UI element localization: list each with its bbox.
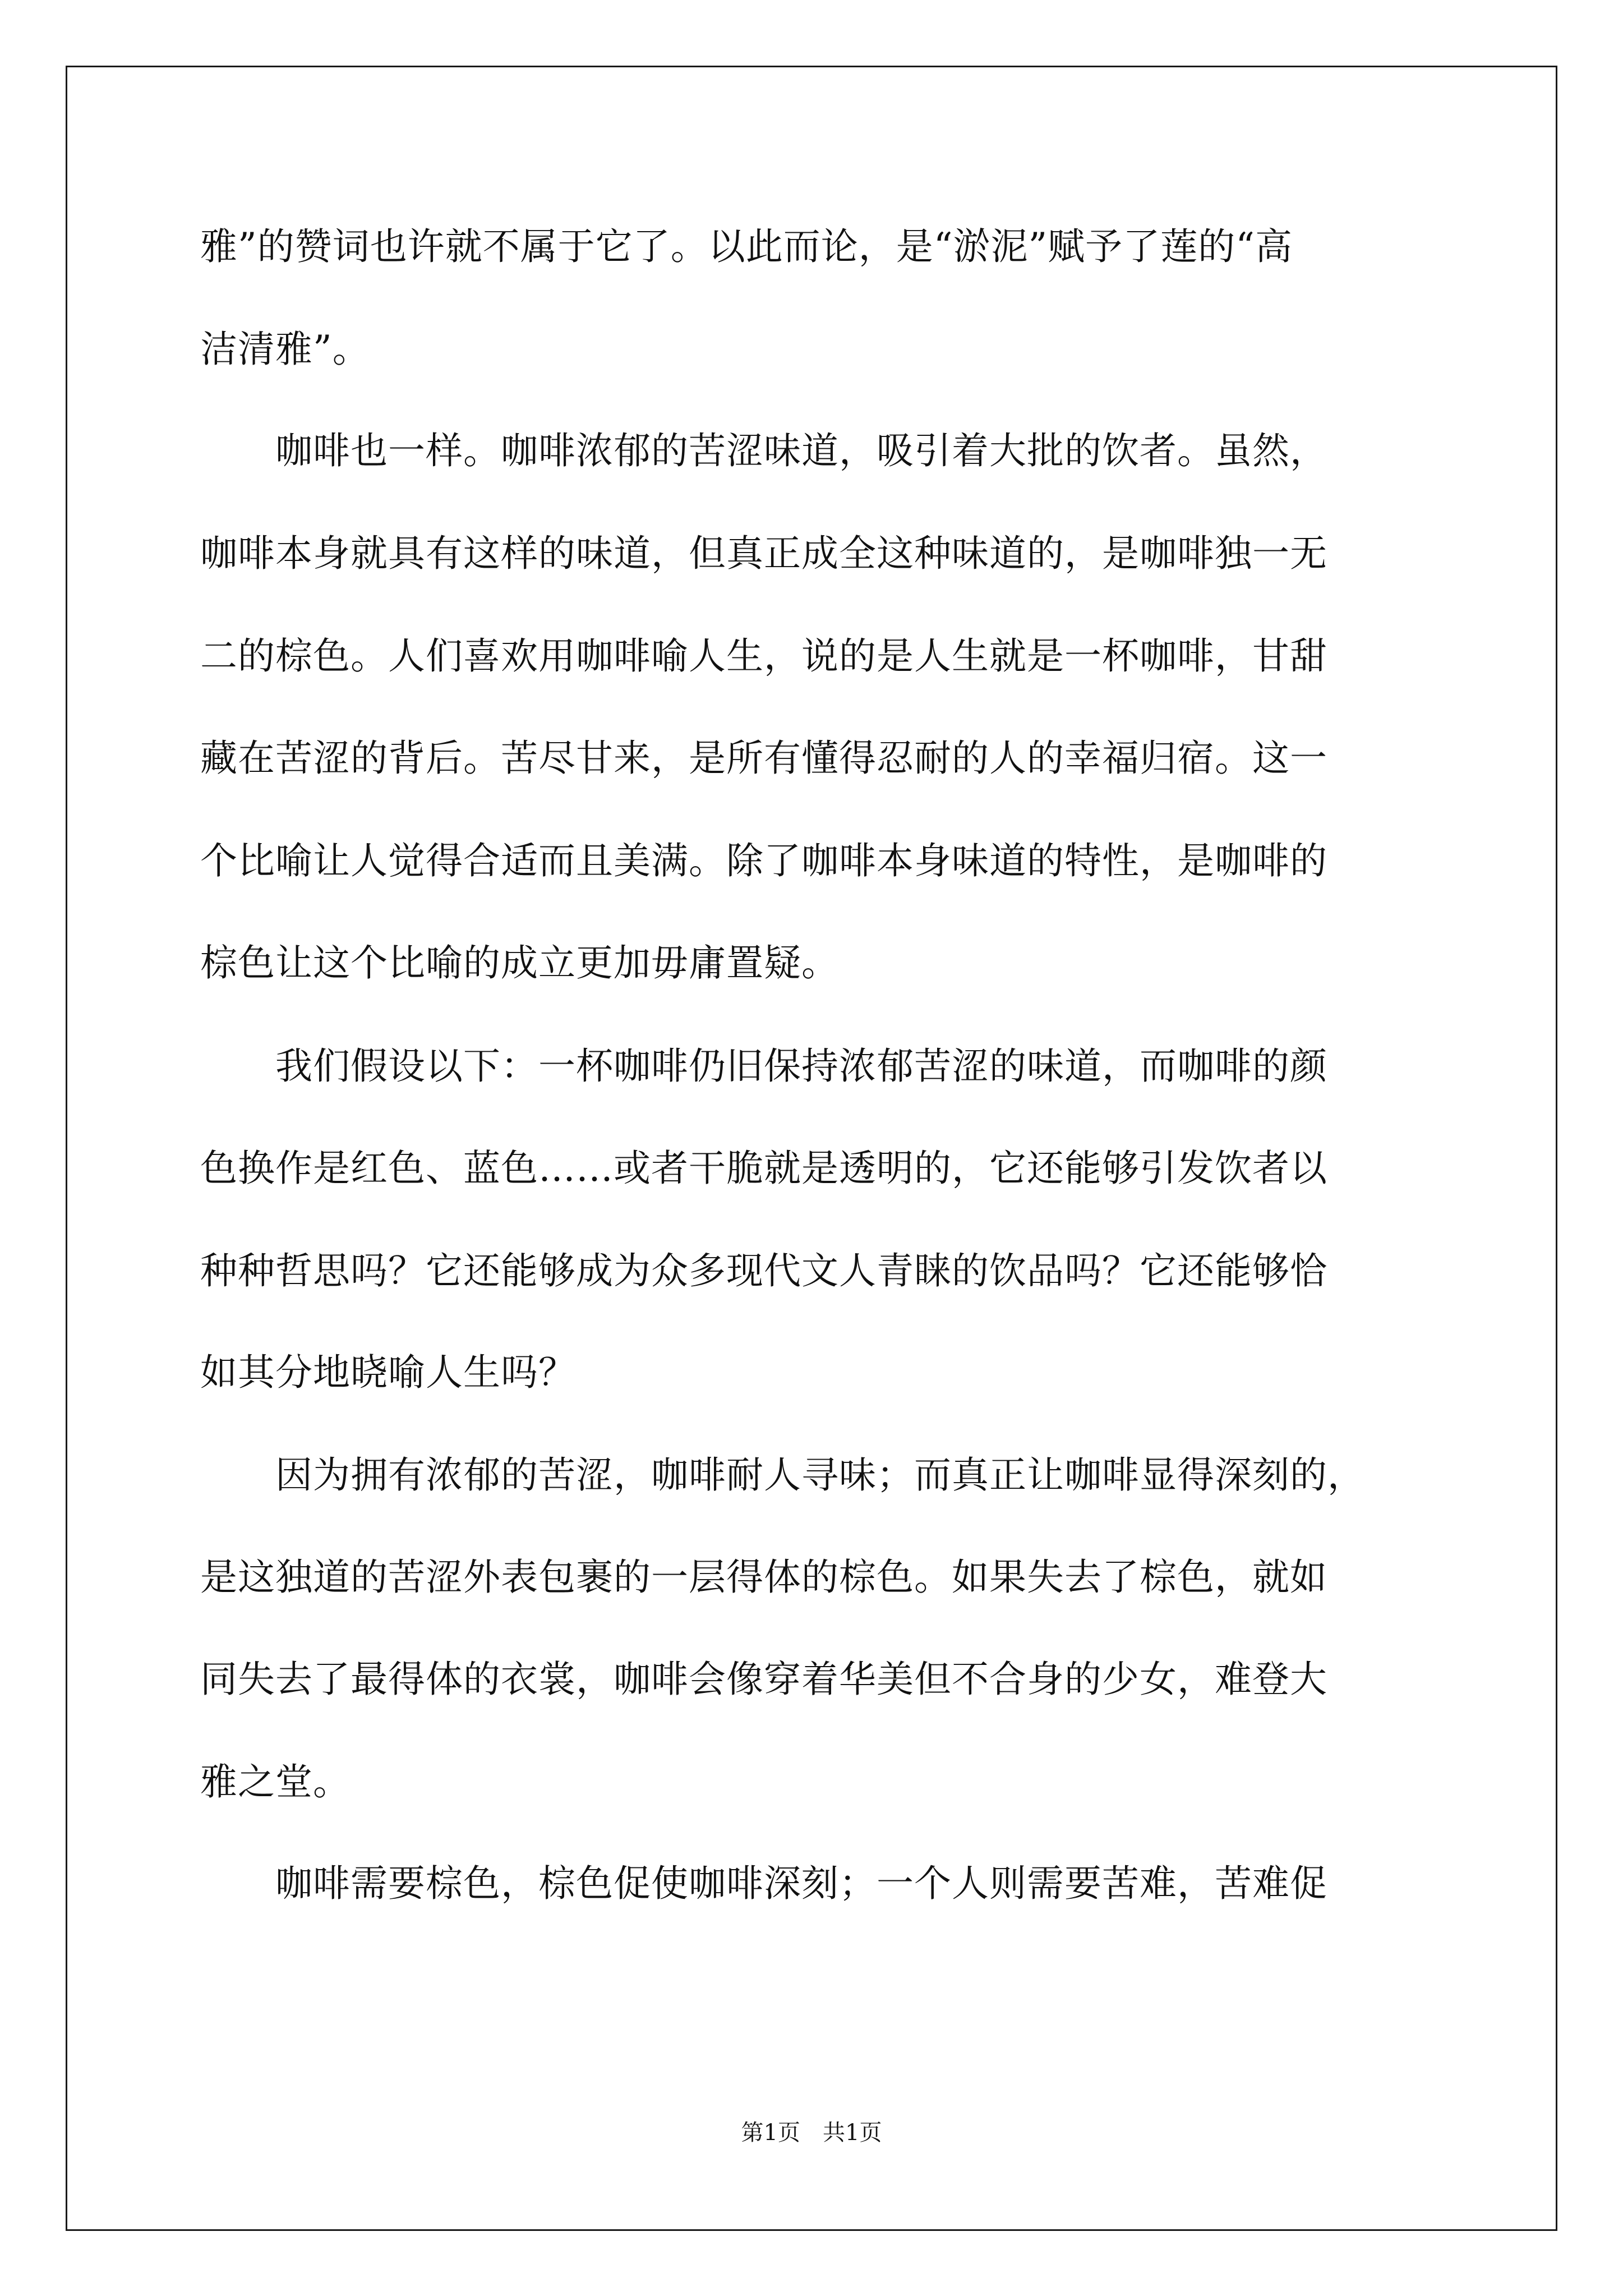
- text-line: 藏在苦涩的背后。苦尽甘来，是所有懂得忍耐的人的幸福归宿。这一: [200, 737, 1327, 780]
- text-line: 咖啡也一样。咖啡浓郁的苦涩味道，吸引着大批的饮者。虽然，: [200, 429, 1327, 472]
- page-footer: 第1页 共1页: [741, 2120, 882, 2146]
- text-line: 洁清雅”。: [200, 328, 370, 371]
- text-line: 雅”的赞词也许就不属于它了。以此而论，是“淤泥”赋予了莲的“高: [200, 225, 1293, 268]
- text-line: 我们假设以下：一杯咖啡仍旧保持浓郁苦涩的味道，而咖啡的颜: [200, 1045, 1327, 1088]
- text-line: 如其分地晓喻人生吗？: [200, 1351, 576, 1394]
- text-line: 同失去了最得体的衣裳，咖啡会像穿着华美但不合身的少女，难登大: [200, 1658, 1327, 1701]
- text-line: 色换作是红色、蓝色……或者干脆就是透明的，它还能够引发饮者以: [200, 1147, 1327, 1190]
- text-line: 种种哲思吗？它还能够成为众多现代文人青睐的饮品吗？它还能够恰: [200, 1249, 1327, 1292]
- text-line: 棕色让这个比喻的成立更加毋庸置疑。: [200, 941, 839, 984]
- text-line: 二的棕色。人们喜欢用咖啡喻人生，说的是人生就是一杯咖啡，甘甜: [200, 634, 1327, 678]
- text-line: 雅之堂。: [200, 1760, 351, 1803]
- text-line: 咖啡本身就具有这样的味道，但真正成全这种味道的，是咖啡独一无: [200, 532, 1327, 575]
- text-line: 咖啡需要棕色，棕色促使咖啡深刻；一个人则需要苦难，苦难促: [200, 1862, 1327, 1905]
- text-line: 是这独道的苦涩外表包裹的一层得体的棕色。如果失去了棕色，就如: [200, 1556, 1327, 1599]
- text-line: 因为拥有浓郁的苦涩，咖啡耐人寻味；而真正让咖啡显得深刻的，: [200, 1453, 1365, 1497]
- text-line: 个比喻让人觉得合适而且美满。除了咖啡本身味道的特性，是咖啡的: [200, 839, 1327, 882]
